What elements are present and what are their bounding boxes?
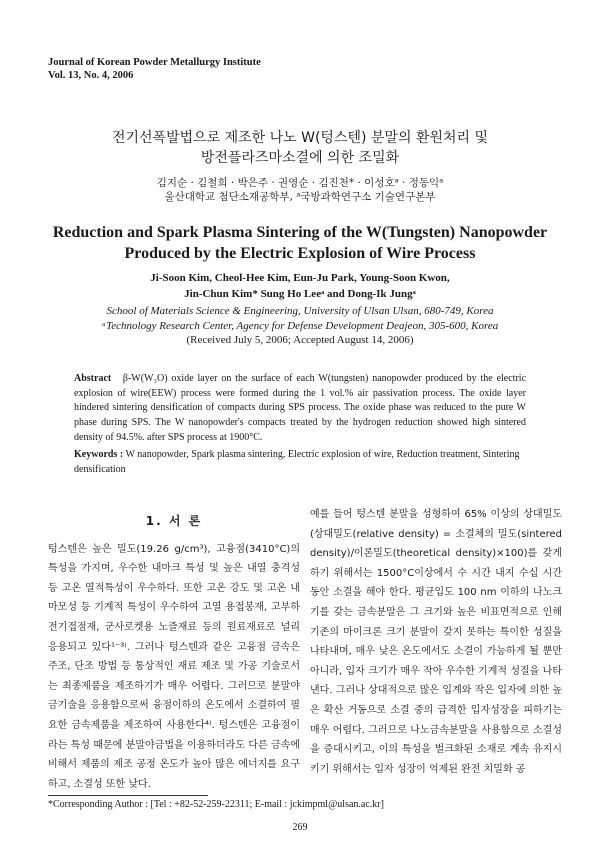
right-column-text: 예를 들어 텅스텐 분말을 성형하여 65% 이상의 상대밀도(상대밀도(relative density) = 소결체의 밀도(sintered density)/이론밀도(theoretical density)×100)를 갖게 하기 위해서는 1500°C이상에서 수 시간 내지 수십 시간동안 소결을 해야 한다. 평균입도 100 nm 이하의 나노크기를 갖는 금속분말은 그 크기와 높은 비표면적으로 인해 기존의 마이크론 크기 분말이 갖지 못하는 특이한 성질을 나타내며, 매우 낮은 온도에서도 소결이 가능하게 될 뿐만 아니라, 입자 크기가 매우 작아 우수한 기계적 성질을 나타낸다. 그러나 상대적으로 많은 입계와 작은 입자에 의한 높은 확산 거동으로 소결 중의 급격한 입자성장을 피하기는 매우 어렵다. 그러므로 나노금속분말을 사용함으로 소결성을 증대시키고, 이의 특성을 벌크화된 소재로 계속 유지시키기 위해서는 입자 성장이 억제된 완전 치밀화 공 [310, 509, 562, 775]
english-title [40, 222, 560, 264]
abstract [74, 372, 526, 446]
english-authors-line1: Ji-Soon Kim, Cheol-Hee Kim, Eun-Ju Park, Young-Soon Kwon, [150, 272, 450, 284]
page-number: 269 [292, 822, 308, 833]
affiliation-line1: School of Materials Science & Engineering, University of Ulsan Ulsan, 680-749, Korea [106, 305, 494, 317]
english-affiliations [40, 304, 560, 334]
left-column-text: 텅스텐은 높은 밀도(19.26 g/cm³), 고융점(3410°C)의 특성을 가지며, 우수한 내마크 특성 및 높은 내열 충격성 등 고온 열적특성이 우수하다. 또한 고온 강도 및 고온 내마모성 등 기계적 특성이 우수하여 고열 용접봉재, 고부하 전기접점재, 군사로켓용 노즐재료 등의 원료재료로 널리 응용되고 있다¹⁻³⁾. 그러나 텅스텐과 같은 고융점 금속은 주조, 단조 방법 등 통상적인 재료 제조 및 가공 기술로서는 최종제품을 제조하기가 매우 어렵다. 그러므로 분말야금기술을 응용함으로써 융점이하의 온도에서 소결하여 필요한 금속제품을 제조하여 사용한다⁴⁾. 텅스텐은 고융점이라는 특성 때문에 분말야금법을 이용하더라도 다른 금속에 비해서 제품의 제조 공정 온도가 높아 많은 에너지를 요구하고, 소결성 또한 낮다. [48, 543, 300, 790]
korean-title-line2: 방전플라즈마소결에 의한 조밀화 [200, 150, 400, 166]
received-dates: (Received July 5, 2006; Accepted August 14, 2006) [186, 334, 414, 346]
section-heading: 1. 서 론 [145, 514, 203, 528]
english-title-line1: Reduction and Spark Plasma Sintering of the W(Tungsten) Nanopowder [52, 224, 548, 241]
english-authors [40, 270, 560, 302]
korean-title-line1: 전기선폭발법으로 제조한 나노 W(텅스텐) 분말의 환원처리 및 [111, 130, 489, 146]
left-column [48, 512, 300, 794]
journal-name: Journal of Korean Powder Metallurgy Institute [48, 57, 261, 68]
abstract-label: Abstract [74, 373, 112, 384]
korean-authors: 김지순 · 김철희 · 박은주 · 권영순 · 김진천* · 이성호ᵃ · 정동익ᵃ [156, 177, 444, 189]
journal-volume: Vol. 13, No. 4, 2006 [48, 70, 134, 81]
footnote-divider [48, 795, 208, 796]
abstract-text: β-W(W₃O) oxide layer on the surface of each W(tungsten) nanopowder produced by the electric explosion of wire(EEW) process were formed during the 1 vol.% air passivation process. The oxide layer hindered sintering densification of compacts during SPS process. The oxide phase was reduced to the pure W phase during SPS. The W nanopowder's compacts treated by the hydrogen reduction showed high sintered density of 94.5%. after SPS process at 1900°C. [74, 373, 527, 443]
right-column [310, 505, 562, 779]
english-authors-line2: Jin-Chun Kim* Sung Ho Leeᵃ and Dong-Ik Jungᵃ [184, 288, 416, 300]
korean-authors-block [40, 176, 560, 204]
journal-header [48, 56, 261, 82]
corresponding-author-footnote: *Corresponding Author : [Tel : +82-52-259-22311; E-mail : jckimpml@ulsan.ac.kr] [48, 799, 384, 810]
korean-title [40, 128, 560, 168]
keywords-label: Keywords : [74, 449, 124, 460]
affiliation-line2: ᵃTechnology Research Center, Agency for Defense Development Deajeon, 305-600, Korea [101, 320, 499, 332]
english-title-line2: Produced by the Electric Explosion of Wire Process [124, 245, 476, 262]
korean-affiliation: 울산대학교 첨단소재공학부, ᵃ국방과학연구소 기술연구본부 [164, 191, 436, 203]
keywords-text: W nanopowder, Spark plasma sintering, Electric explosion of wire, Reduction treatment, Sintering densification [74, 449, 520, 475]
keywords [74, 448, 526, 477]
